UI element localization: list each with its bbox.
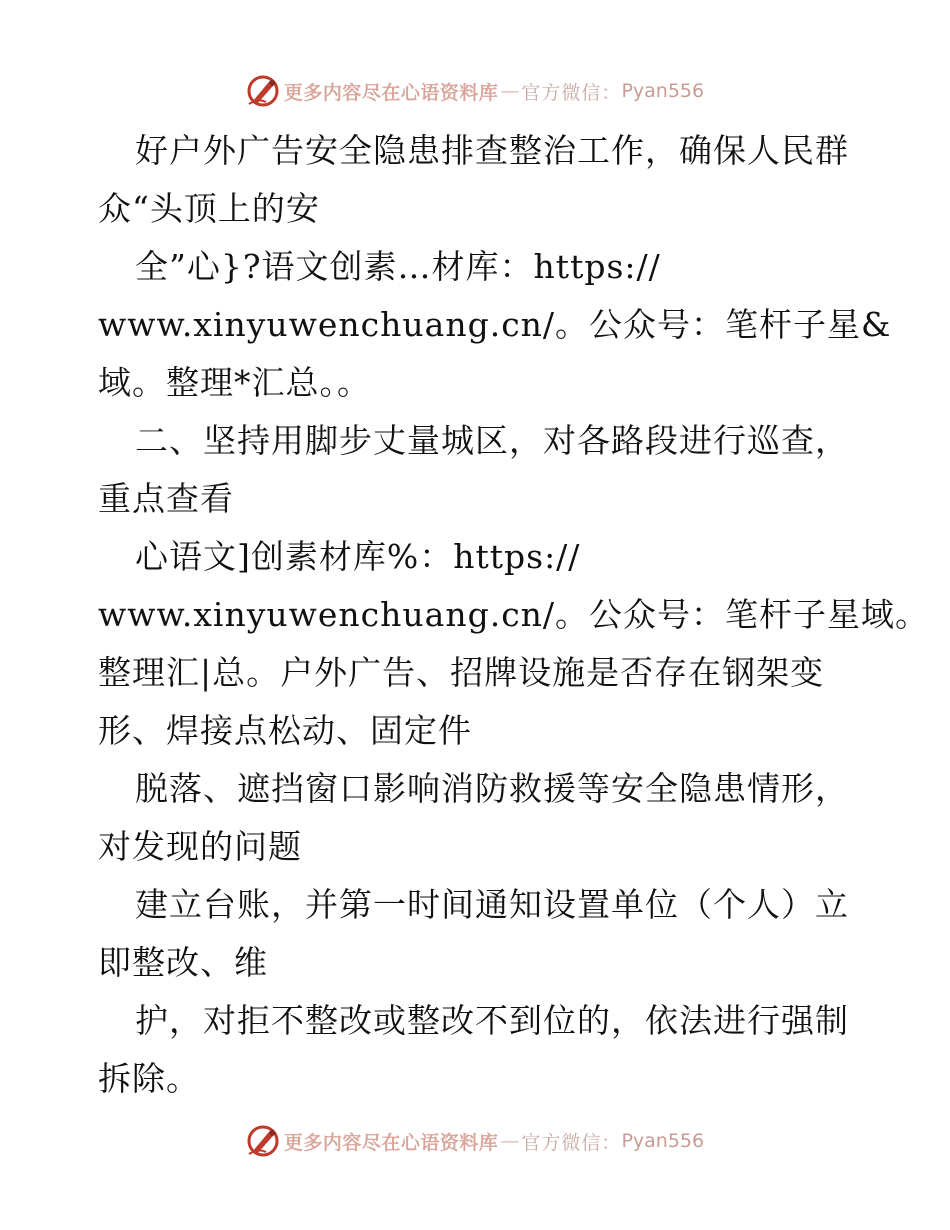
banner-dash: — — [500, 80, 520, 102]
body-line: 心语文]创素材库%：https:// — [135, 537, 581, 576]
banner-title: 更多内容尽在心语资料库 — [283, 81, 499, 104]
body-line: 形、焊接点松动、固定件 — [98, 711, 472, 750]
body-line: 脱落、遮挡窗口影响消防救援等安全隐患情形， — [135, 769, 849, 808]
banner-wechat-label: 官方微信： — [521, 81, 622, 104]
body-line: 建立台账，并第一时间通知设置单位（个人）立 — [135, 885, 849, 924]
document-body — [98, 122, 930, 1108]
body-line: www.xinyuwenchuang.cn/。公众号：笔杆子星域。 — [98, 595, 930, 634]
body-line: 整理汇|总。户外广告、招牌设施是否存在钢架变 — [98, 653, 825, 692]
pen-logo-icon — [246, 1124, 280, 1158]
body-line: 全”心}?语文创素…材库：https:// — [135, 247, 661, 286]
body-line: www.xinyuwenchuang.cn/。公众号：笔杆子星& — [98, 305, 892, 344]
body-line: 对发现的问题 — [98, 827, 302, 866]
body-line: 重点查看 — [98, 479, 234, 518]
body-line: 域。整理*汇总。。 — [98, 363, 371, 402]
body-line: 护，对拒不整改或整改不到位的，依法进行强制 — [135, 1001, 849, 1040]
banner-wechat-id: Pyan556 — [621, 80, 705, 102]
banner-wechat-id: Pyan556 — [621, 1130, 705, 1152]
body-line: 好户外广告安全隐患排查整治工作，确保人民群 — [135, 131, 849, 170]
body-line: 即整改、维 — [98, 943, 268, 982]
body-line: 拆除。 — [98, 1059, 200, 1098]
banner-title: 更多内容尽在心语资料库 — [283, 1131, 499, 1154]
body-line: 二、坚持用脚步丈量城区，对各路段进行巡查， — [135, 421, 849, 460]
banner-wechat-label: 官方微信： — [521, 1131, 622, 1154]
footer-banner — [0, 1121, 950, 1161]
banner-dash: — — [500, 1130, 520, 1152]
header-banner — [0, 71, 950, 111]
pen-logo-icon — [246, 74, 280, 108]
body-line: 众“头顶上的安 — [98, 189, 320, 228]
